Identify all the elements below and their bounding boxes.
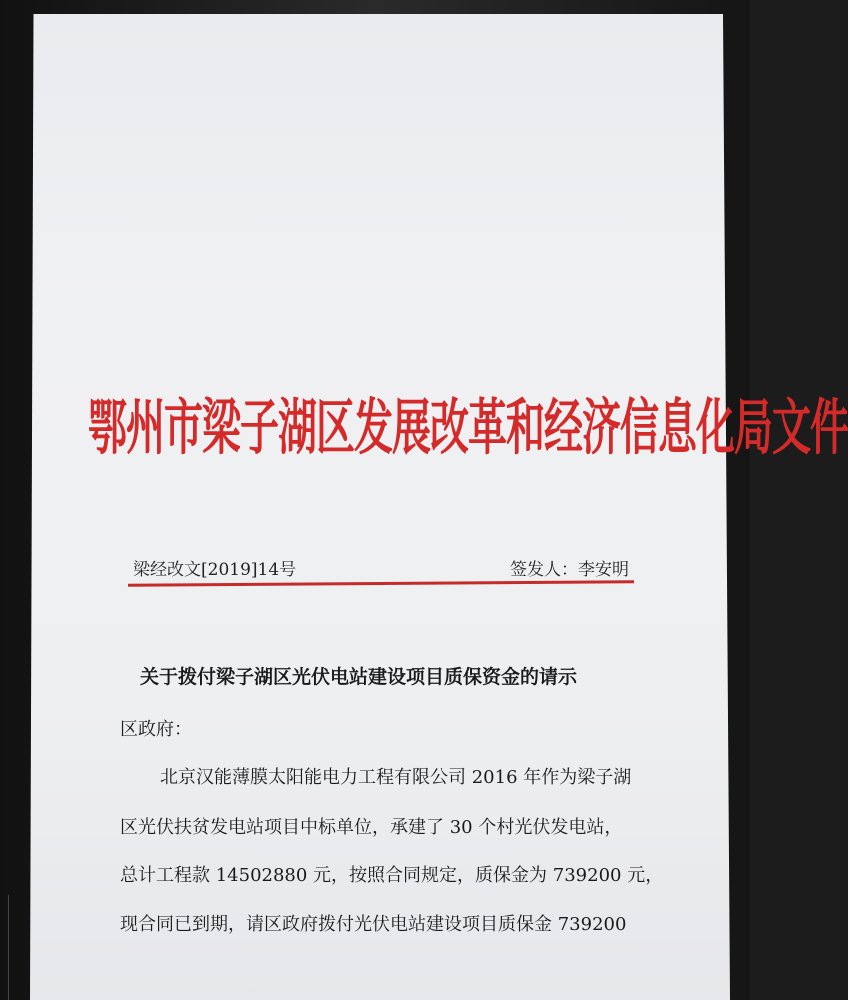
document-signer: 签发人：李安明 — [510, 560, 629, 580]
document-subject: 关于拨付梁子湖区光伏电站建设项目质保资金的请示 — [140, 666, 578, 688]
body-text-line: 总计工程款 14502880 元，按照合同规定，质保金为 739200 元， — [120, 865, 664, 886]
body-text-line: 现合同已到期，请区政府拨付光伏电站建设项目质保金 739200 — [120, 914, 627, 935]
document-paper — [30, 14, 848, 1000]
document-header-title: 鄂州市梁子湖区发展改革和经济信息化局文件 — [88, 392, 848, 464]
document-number: 梁经改文[2019]14号 — [133, 560, 297, 580]
body-text-line: 区光伏扶贫发电站项目中标单位，承建了 30 个村光伏发电站， — [120, 817, 623, 838]
background-table-edge — [8, 895, 27, 1000]
document-salutation: 区政府： — [120, 719, 192, 740]
body-text-line: 北京汉能薄膜太阳能电力工程有限公司 2016 年作为梁子湖 — [160, 767, 632, 788]
